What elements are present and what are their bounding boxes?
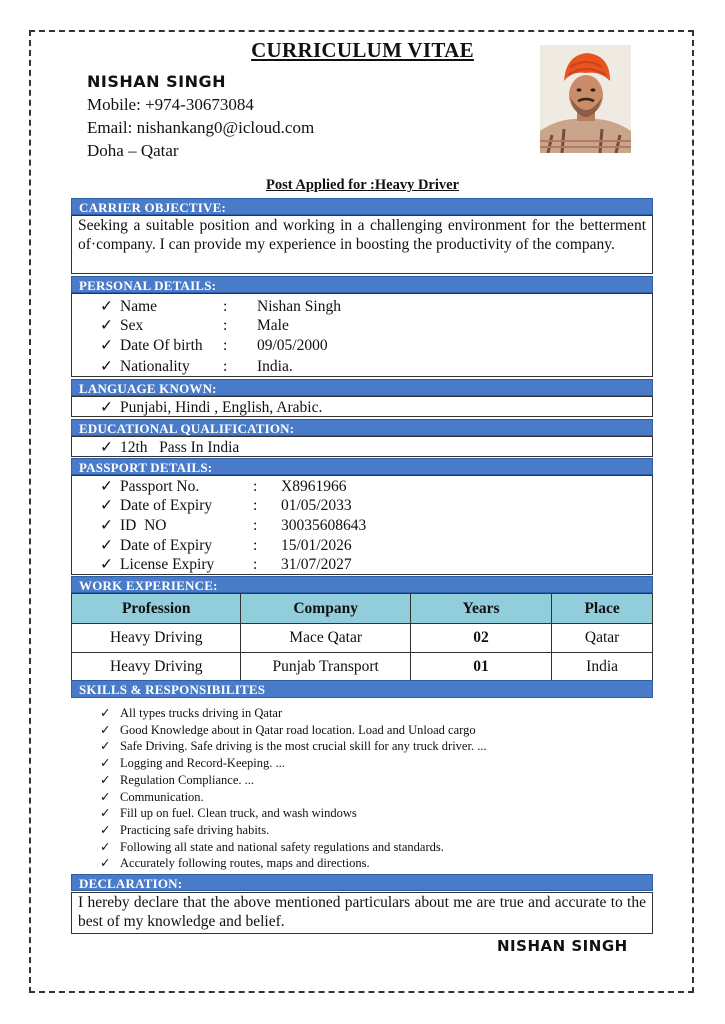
- column-header: Company: [241, 594, 410, 624]
- column-header: Profession: [72, 594, 241, 624]
- detail-separator: :: [223, 337, 228, 354]
- detail-label: Sex: [120, 317, 144, 334]
- detail-separator: :: [253, 517, 258, 534]
- detail-row: [100, 516, 366, 535]
- skill-text: Following all state and national safety regulations and standards.: [120, 839, 444, 854]
- table-cell: Heavy Driving: [72, 624, 241, 653]
- skill-item: [100, 855, 370, 871]
- check-icon: ✓: [100, 537, 113, 554]
- detail-value: India.: [257, 358, 293, 375]
- email-line: Email: nishankang0@icloud.com: [87, 118, 315, 137]
- detail-row: [100, 357, 293, 376]
- detail-label: Date Of birth: [120, 337, 203, 354]
- check-icon: ✓: [100, 856, 111, 871]
- check-icon: ✓: [100, 358, 113, 375]
- section-heading-work: WORK EXPERIENCE:: [71, 576, 653, 593]
- declaration-box: [71, 892, 653, 934]
- section-heading-education: EDUCATIONAL QUALIFICATION:: [71, 419, 653, 436]
- detail-value: 15/01/2026: [281, 537, 352, 554]
- table-cell: 02: [410, 624, 551, 653]
- skill-text: Safe Driving. Safe driving is the most crucial skill for any truck driver. ...: [120, 739, 487, 754]
- table-cell: Qatar: [552, 624, 653, 653]
- table-row: [72, 653, 653, 682]
- section-heading-passport: PASSPORT DETAILS:: [71, 458, 653, 475]
- skill-item: [100, 722, 476, 738]
- detail-separator: :: [253, 478, 258, 495]
- check-icon: ✓: [100, 556, 113, 573]
- check-icon: ✓: [100, 517, 113, 534]
- detail-label: Nationality: [120, 358, 190, 375]
- detail-value: 01/05/2033: [281, 497, 352, 514]
- detail-separator: :: [253, 537, 258, 554]
- skill-text: All types trucks driving in Qatar: [120, 706, 283, 720]
- check-icon: ✓: [100, 756, 111, 771]
- check-icon: ✓: [100, 497, 113, 514]
- column-header: Years: [410, 594, 551, 624]
- detail-separator: :: [223, 358, 228, 375]
- detail-separator: :: [253, 497, 258, 514]
- check-icon: ✓: [100, 399, 113, 416]
- check-icon: ✓: [100, 806, 111, 821]
- detail-value: 31/07/2027: [281, 556, 352, 573]
- section-heading-declaration: DECLARATION:: [71, 874, 653, 891]
- detail-row: [100, 336, 328, 355]
- detail-value: X8961966: [281, 478, 347, 495]
- check-icon: ✓: [100, 739, 111, 754]
- column-header: Place: [552, 594, 653, 624]
- detail-label: Passport No.: [120, 478, 200, 495]
- section-heading-personal: PERSONAL DETAILS:: [71, 276, 653, 293]
- check-icon: ✓: [100, 298, 113, 315]
- location-line: Doha – Qatar: [87, 141, 179, 160]
- detail-row: [100, 555, 352, 574]
- check-icon: ✓: [100, 337, 113, 354]
- skill-text: Good Knowledge about in Qatar road location. Load and Unload cargo: [120, 722, 476, 737]
- skill-text: Fill up on fuel. Clean truck, and wash windows: [120, 806, 357, 821]
- check-icon: ✓: [100, 789, 111, 804]
- check-icon: ✓: [100, 822, 111, 837]
- skill-text: Practicing safe driving habits.: [120, 822, 270, 837]
- detail-row: [100, 297, 341, 316]
- table-cell: Mace Qatar: [241, 624, 410, 653]
- skill-text: Accurately following routes, maps and directions.: [120, 856, 370, 871]
- detail-label: License Expiry: [120, 556, 215, 573]
- profile-photo: [540, 45, 631, 153]
- mobile-line: Mobile: +974-30673084: [87, 95, 254, 114]
- post-applied: Post Applied for :Heavy Driver: [265, 177, 460, 193]
- detail-row: [100, 536, 352, 555]
- detail-value: 30035608643: [281, 517, 367, 534]
- check-icon: ✓: [100, 478, 113, 495]
- skill-item: [100, 839, 444, 855]
- applicant-name: NISHAN SINGH: [87, 72, 226, 91]
- signature-name: NISHAN SINGH: [497, 937, 628, 955]
- objective-text: Seeking a suitable position and working in a challenging environment for the betterment of·company. I can provide my experience in boosting the productivity of the company.: [78, 217, 646, 253]
- check-icon: ✓: [100, 706, 111, 720]
- skill-item: [100, 789, 204, 805]
- language-item: ✓ Punjabi, Hindi , English, Arabic.: [100, 399, 323, 416]
- detail-separator: :: [253, 556, 258, 573]
- check-icon: ✓: [100, 317, 113, 334]
- table-cell: India: [552, 653, 653, 682]
- detail-row: [100, 477, 346, 496]
- table-row: [72, 624, 653, 653]
- skill-text: Logging and Record-Keeping. ...: [120, 756, 285, 771]
- detail-row: [100, 496, 352, 515]
- table-cell: Punjab Transport: [241, 653, 410, 682]
- section-heading-objective: CARRIER OBJECTIVE:: [71, 198, 653, 215]
- skill-item: [100, 705, 282, 721]
- detail-separator: :: [223, 298, 228, 315]
- section-heading-language: LANGUAGE KNOWN:: [71, 379, 653, 396]
- skill-item: [100, 755, 285, 771]
- skill-item: [100, 805, 357, 821]
- table-cell: 01: [410, 653, 551, 682]
- detail-label: Date of Expiry: [120, 537, 213, 554]
- skill-text: Communication.: [120, 789, 204, 804]
- detail-label: Date of Expiry: [120, 497, 213, 514]
- detail-value: Nishan Singh: [257, 298, 341, 315]
- education-item: ✓ 12th Pass In India: [100, 439, 240, 456]
- check-icon: ✓: [100, 772, 111, 787]
- skill-item: [100, 738, 487, 754]
- skill-item: [100, 772, 254, 788]
- document-title: CURRICULUM VITAE: [251, 38, 474, 62]
- check-icon: ✓: [100, 722, 111, 737]
- detail-label: Name: [120, 298, 158, 315]
- check-icon: ✓: [100, 439, 113, 456]
- skill-item: [100, 822, 269, 838]
- detail-row: [100, 316, 289, 335]
- objective-box: [71, 215, 653, 274]
- section-heading-skills: SKILLS & RESPONSIBILITES: [71, 680, 653, 698]
- detail-label: ID NO: [120, 517, 167, 534]
- detail-separator: :: [223, 317, 228, 334]
- skill-text: Regulation Compliance. ...: [120, 772, 255, 787]
- declaration-text: I hereby declare that the above mentioned particulars about me are true and accurate to the best of my knowledge and belief.: [78, 894, 646, 930]
- work-experience-table: [71, 593, 653, 682]
- table-cell: Heavy Driving: [72, 653, 241, 682]
- detail-value: Male: [257, 317, 289, 334]
- check-icon: ✓: [100, 839, 111, 854]
- detail-value: 09/05/2000: [257, 337, 328, 354]
